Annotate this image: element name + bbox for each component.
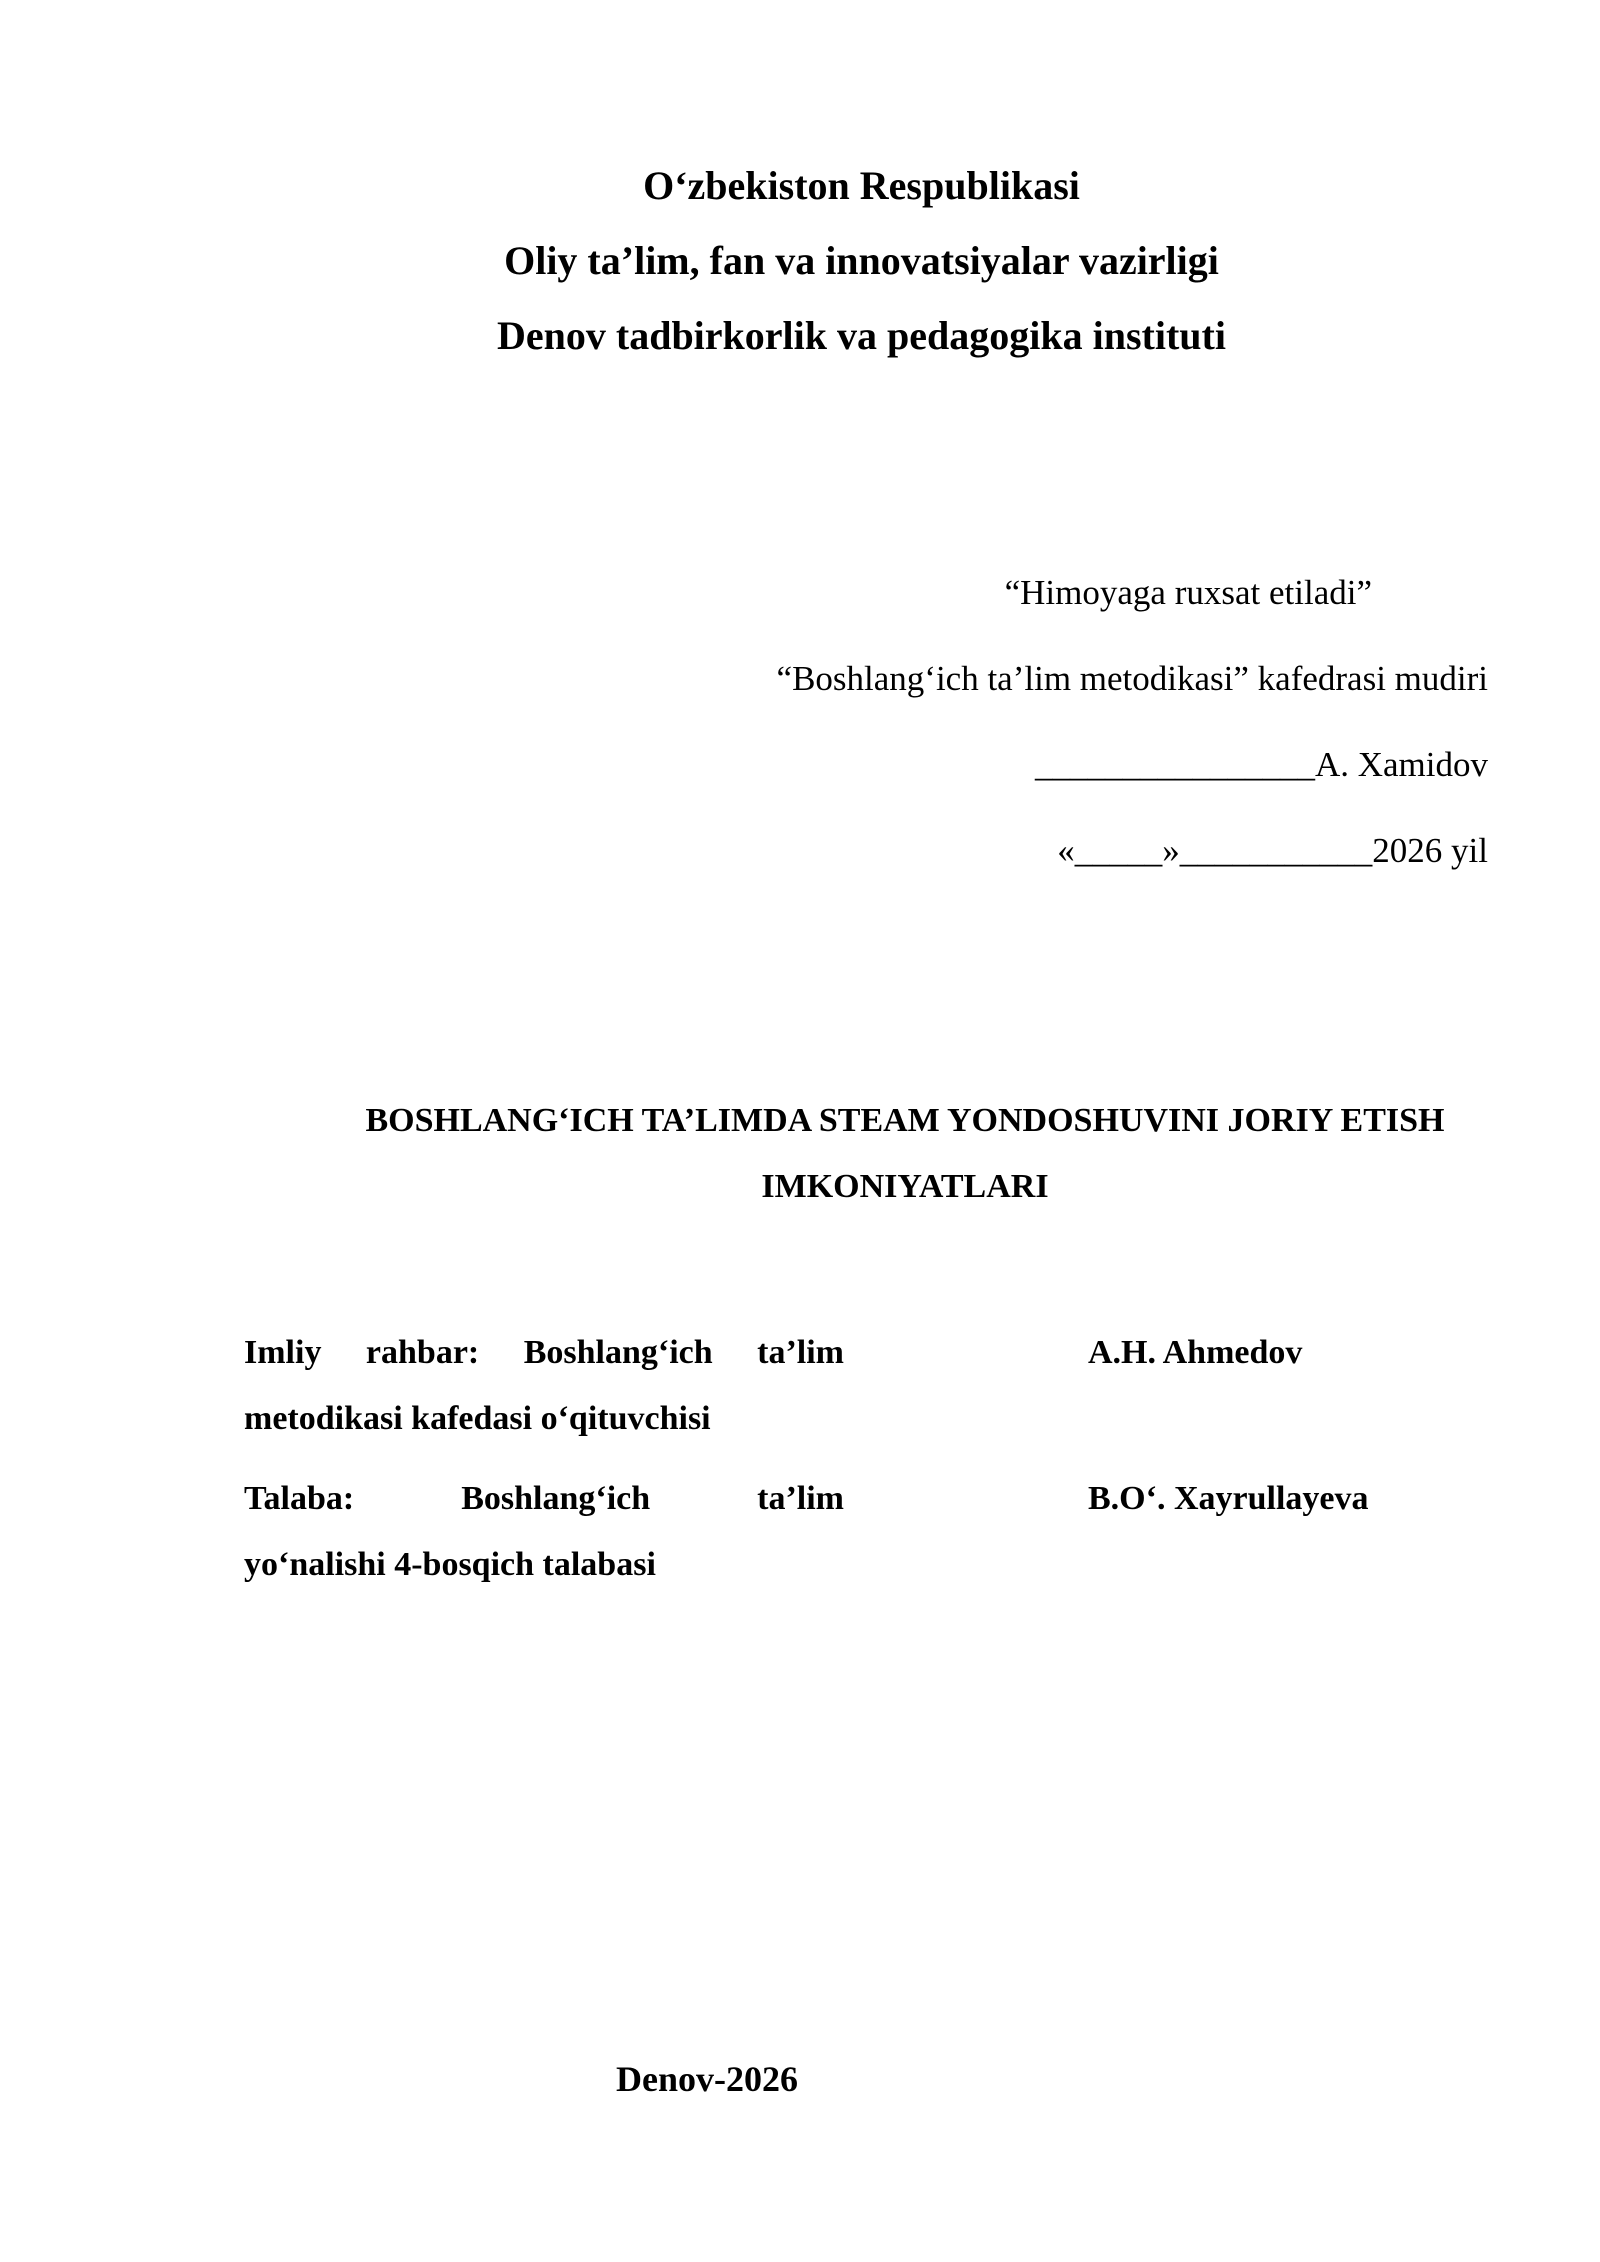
thesis-title-line-2: IMKONIYATLARI [761, 1168, 1049, 1205]
header-institute: Denov tadbirkorlik va pedagogika instituti [496, 313, 1226, 358]
student-role [244, 1466, 844, 1598]
student-role-line-2: yo‘nalishi 4-bosqich talabasi [244, 1546, 656, 1583]
thesis-title [160, 1088, 1600, 1220]
institution-header [0, 148, 1600, 373]
supervisor-name: A.H. Ahmedov [1088, 1334, 1303, 1371]
approval-signature-line: ________________A. Xamidov [1034, 745, 1488, 784]
supervisor-role-line-2: metodikasi kafedasi o‘qituvchisi [244, 1400, 711, 1437]
supervisor-role-line-1: Imliy rahbar: Boshlang‘ich ta’lim [244, 1334, 844, 1371]
student-name: B.O‘. Xayrullayeva [1088, 1480, 1369, 1517]
header-ministry: Oliy ta’lim, fan va innovatsiyalar vazirligi [504, 238, 1219, 283]
approval-date-line: «_____»___________2026 yil [1057, 831, 1488, 870]
people-block [244, 1320, 1444, 1612]
supervisor-role [244, 1320, 844, 1452]
place-and-year: Denov-2026 [616, 2059, 798, 2099]
student-role-line-1: Talaba: Boshlang‘ich ta’lim [244, 1480, 844, 1517]
approval-permission: “Himoyaga ruxsat etiladi” [1004, 573, 1372, 612]
header-country: O‘zbekiston Respublikasi [643, 163, 1080, 208]
approval-block [777, 568, 1488, 912]
supervisor-row [244, 1320, 1444, 1466]
approval-department-head: “Boshlang‘ich ta’lim metodikasi” kafedrasi mudiri [776, 659, 1488, 698]
thesis-title-line-1: BOSHLANG‘ICH TA’LIMDA STEAM YONDOSHUVINI JORIY ETISH [365, 1102, 1445, 1139]
student-row [244, 1466, 1444, 1612]
